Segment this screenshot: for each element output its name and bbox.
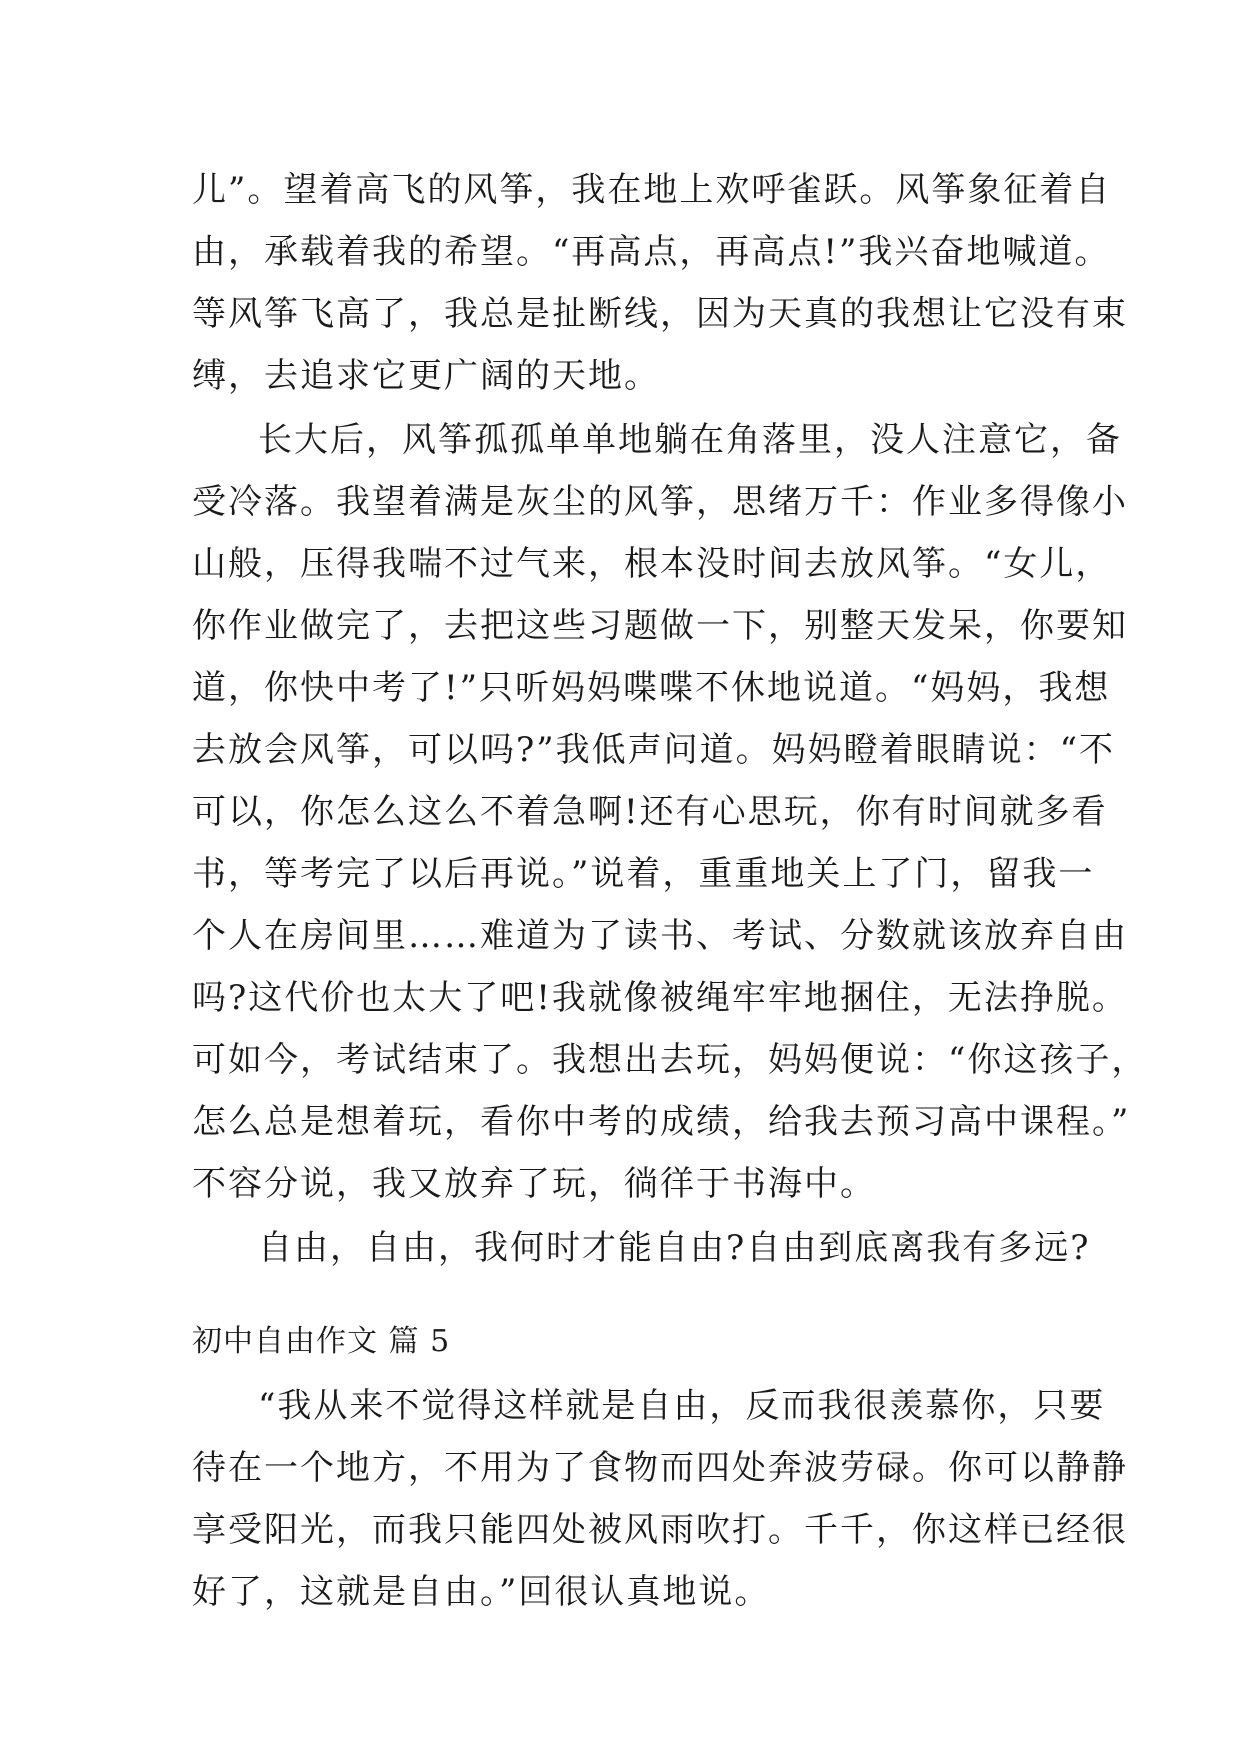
paragraph-line: 由，承载着我的希望。“再高点，再高点!”我兴奋地喊道。: [192, 232, 1111, 272]
paragraph-line: 书，等考完了以后再说。”说着，重重地关上了门，留我一: [192, 854, 1095, 894]
paragraph-line: 吗?这代价也太大了吧!我就像被绳牢牢地捆住，无法挣脱。: [192, 978, 1128, 1018]
paragraph-line: 你作业做完了，去把这些习题做一下，别整天发呆，你要知: [192, 606, 1128, 646]
paragraph-line: 好了，这就是自由。”回很认真地说。: [192, 1572, 771, 1612]
paragraph-line: 待在一个地方，不用为了食物而四处奔波劳碌。你可以静静: [192, 1448, 1128, 1488]
paragraph-line: 长大后，风筝孤孤单单地躺在角落里，没人注意它，备: [258, 420, 1122, 460]
section-heading: 初中自由作文 篇 5: [192, 1324, 451, 1359]
paragraph-line: 个人在房间里……难道为了读书、考试、分数就该放弃自由: [192, 916, 1128, 956]
paragraph-line: 缚，去追求它更广阔的天地。: [192, 356, 660, 396]
paragraph-line: 不容分说，我又放弃了玩，徜徉于书海中。: [192, 1164, 876, 1204]
paragraph-line: 去放会风筝，可以吗?”我低声问道。妈妈瞪着眼睛说：“不: [192, 730, 1115, 770]
paragraph-line: 等风筝飞高了，我总是扯断线，因为天真的我想让它没有束: [192, 294, 1128, 334]
paragraph-line: 自由，自由，我何时才能自由?自由到底离我有多远?: [258, 1228, 1091, 1268]
paragraph-line: 可如今，考试结束了。我想出去玩，妈妈便说：“你这孩子，: [192, 1040, 1148, 1080]
paragraph-line: 受冷落。我望着满是灰尘的风筝，思绪万千：作业多得像小: [192, 482, 1128, 522]
paragraph-line: 道，你快中考了!”只听妈妈喋喋不休地说道。“妈妈，我想: [192, 668, 1111, 708]
paragraph-line: “我从来不觉得这样就是自由，反而我很羡慕你，只要: [258, 1386, 1106, 1426]
paragraph-line: 可以，你怎么这么不着急啊!还有心思玩，你有时间就多看: [192, 792, 1108, 832]
paragraph-line: 山般，压得我喘不过气来，根本没时间去放风筝。“女儿，: [192, 544, 1112, 584]
paragraph-line: 享受阳光，而我只能四处被风雨吹打。千千，你这样已经很: [192, 1510, 1128, 1550]
paragraph-line: 怎么总是想着玩，看你中考的成绩，给我去预习高中课程。”: [192, 1102, 1131, 1142]
paragraph-line: 儿”。望着高飞的风筝，我在地上欢呼雀跃。风筝象征着自: [192, 170, 1112, 210]
